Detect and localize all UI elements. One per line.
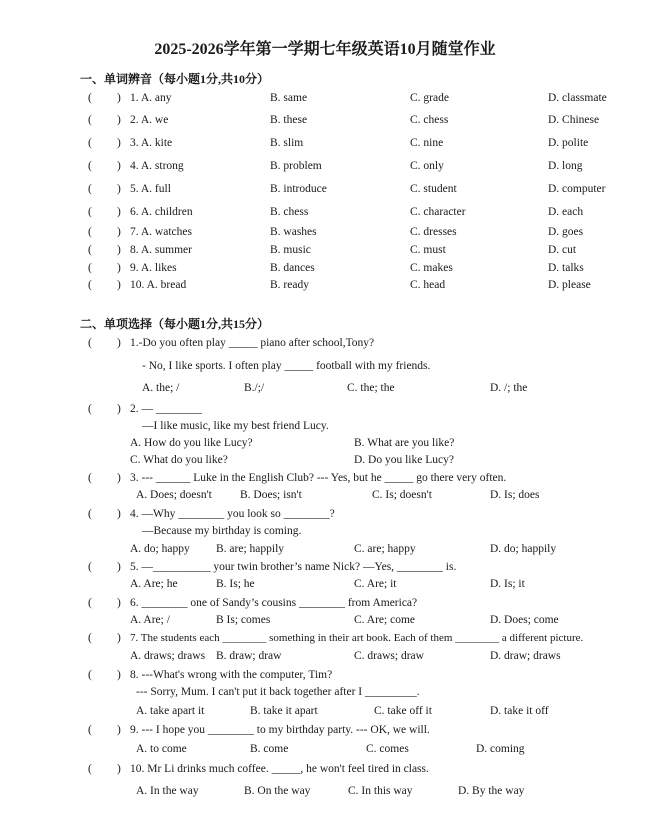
answer-paren-close: ) bbox=[117, 632, 121, 644]
option-c: C. comes bbox=[366, 743, 409, 755]
option-d: D. long bbox=[548, 160, 583, 172]
answer-paren-open: ( bbox=[88, 244, 92, 256]
option-c: C. dresses bbox=[410, 226, 457, 238]
question-7 bbox=[0, 632, 650, 648]
sound-question-row bbox=[0, 183, 650, 199]
question-8-options bbox=[0, 705, 650, 721]
option-a: A. take apart it bbox=[136, 705, 205, 717]
option-b: B. introduce bbox=[270, 183, 327, 195]
question-stem: 4. —Why ________ you look so ________? bbox=[130, 508, 335, 520]
option-c: C. head bbox=[410, 279, 446, 291]
question-5 bbox=[0, 561, 650, 577]
answer-paren-close: ) bbox=[117, 472, 121, 484]
option-c: C. must bbox=[410, 244, 446, 256]
option-d: D. talks bbox=[548, 262, 584, 274]
question-10-options bbox=[0, 785, 650, 801]
answer-paren-close: ) bbox=[117, 92, 121, 104]
option-d: D. classmate bbox=[548, 92, 607, 104]
option-d: D. computer bbox=[548, 183, 606, 195]
option-d: D. each bbox=[548, 206, 584, 218]
answer-paren-close: ) bbox=[117, 262, 121, 274]
answer-paren-open: ( bbox=[88, 508, 92, 520]
option-b: B. same bbox=[270, 92, 308, 104]
option-b: B. problem bbox=[270, 160, 322, 172]
question-4-options bbox=[0, 543, 650, 559]
question-2 bbox=[0, 403, 650, 419]
option-d: D. draw; draws bbox=[490, 650, 561, 662]
question-5-options bbox=[0, 578, 650, 594]
answer-paren-open: ( bbox=[88, 114, 92, 126]
option-d: D. Is; it bbox=[490, 578, 525, 590]
question-stem-line2: - No, I like sports. I often play _____ football with my friends. bbox=[142, 360, 431, 372]
question-4 bbox=[0, 508, 650, 524]
question-4-line2 bbox=[0, 525, 650, 541]
option-b: B. Does; isn't bbox=[240, 489, 302, 501]
option-b: B. On the way bbox=[244, 785, 311, 797]
option-b: B. Is; he bbox=[216, 578, 255, 590]
answer-paren-open: ( bbox=[88, 226, 92, 238]
option-c: C. are; happy bbox=[354, 543, 416, 555]
option-c: C. What do you like? bbox=[130, 454, 228, 466]
option-b: B. ready bbox=[270, 279, 309, 291]
option-a: A. the; / bbox=[142, 382, 180, 394]
question-7-options bbox=[0, 650, 650, 666]
option-c: C. nine bbox=[410, 137, 444, 149]
question-10 bbox=[0, 763, 650, 779]
option-c: C. Are; it bbox=[354, 578, 397, 590]
answer-paren-close: ) bbox=[117, 226, 121, 238]
option-a: 1. A. any bbox=[130, 92, 172, 104]
option-b: B. are; happily bbox=[216, 543, 285, 555]
option-b: B. dances bbox=[270, 262, 315, 274]
question-stem: 3. --- ______ Luke in the English Club? --- Yes, but he _____ go there very often. bbox=[130, 472, 507, 484]
answer-paren-open: ( bbox=[88, 472, 92, 484]
question-stem: 5. —__________ your twin brother’s name Nick? —Yes, ________ is. bbox=[130, 561, 457, 573]
option-b: B. slim bbox=[270, 137, 304, 149]
option-c: C. Are; come bbox=[354, 614, 415, 626]
sound-question-row bbox=[0, 137, 650, 153]
option-b: B./;/ bbox=[244, 382, 265, 394]
option-b: B. take it apart bbox=[250, 705, 318, 717]
question-2-line2 bbox=[0, 420, 650, 436]
answer-paren-close: ) bbox=[117, 508, 121, 520]
option-a: A. Does; doesn't bbox=[136, 489, 212, 501]
option-b: B Is; comes bbox=[216, 614, 271, 626]
option-c: C. grade bbox=[410, 92, 449, 104]
section1-heading: 一、单词辨音（每小题1分,共10分） bbox=[80, 72, 270, 86]
option-a: A. Are; he bbox=[130, 578, 178, 590]
option-d: D. /; the bbox=[490, 382, 528, 394]
sound-question-row bbox=[0, 92, 650, 108]
option-d: D. Do you like Lucy? bbox=[354, 454, 454, 466]
question-6 bbox=[0, 597, 650, 613]
answer-paren-close: ) bbox=[117, 669, 121, 681]
answer-paren-open: ( bbox=[88, 724, 92, 736]
question-2-options-ab bbox=[0, 437, 650, 453]
option-b: B. washes bbox=[270, 226, 317, 238]
question-stem: 7. The students each ________ something in their art book. Each of them ________ a different picture. bbox=[130, 632, 584, 644]
answer-paren-close: ) bbox=[117, 114, 121, 126]
option-a: 9. A. likes bbox=[130, 262, 177, 274]
answer-paren-close: ) bbox=[117, 160, 121, 172]
option-c: C. only bbox=[410, 160, 444, 172]
question-8 bbox=[0, 669, 650, 685]
answer-paren-open: ( bbox=[88, 137, 92, 149]
question-6-options bbox=[0, 614, 650, 630]
answer-paren-close: ) bbox=[117, 137, 121, 149]
option-d: D. Does; come bbox=[490, 614, 559, 626]
option-c: C. draws; draw bbox=[354, 650, 424, 662]
option-b: B. come bbox=[250, 743, 289, 755]
answer-paren-close: ) bbox=[117, 337, 121, 349]
answer-paren-open: ( bbox=[88, 632, 92, 644]
question-1-options bbox=[0, 382, 650, 398]
option-b: B. chess bbox=[270, 206, 309, 218]
option-d: D. goes bbox=[548, 226, 584, 238]
option-d: D. do; happily bbox=[490, 543, 557, 555]
question-stem: 9. --- I hope you ________ to my birthday party. --- OK, we will. bbox=[130, 724, 430, 736]
option-a: 10. A. bread bbox=[130, 279, 187, 291]
answer-paren-close: ) bbox=[117, 279, 121, 291]
option-a: 6. A. children bbox=[130, 206, 193, 218]
question-stem-line2: —Because my birthday is coming. bbox=[142, 525, 302, 537]
answer-paren-open: ( bbox=[88, 561, 92, 573]
answer-paren-open: ( bbox=[88, 183, 92, 195]
option-c: C. the; the bbox=[347, 382, 395, 394]
option-a: 3. A. kite bbox=[130, 137, 173, 149]
option-c: C. student bbox=[410, 183, 457, 195]
answer-paren-close: ) bbox=[117, 206, 121, 218]
question-1 bbox=[0, 337, 650, 353]
option-a: 5. A. full bbox=[130, 183, 171, 195]
answer-paren-close: ) bbox=[117, 597, 121, 609]
option-a: A. In the way bbox=[136, 785, 199, 797]
option-a: 8. A. summer bbox=[130, 244, 192, 256]
answer-paren-open: ( bbox=[88, 262, 92, 274]
option-d: D. take it off bbox=[490, 705, 549, 717]
question-stem: 6. ________ one of Sandy’s cousins ________ from America? bbox=[130, 597, 418, 609]
question-stem: 2. — ________ bbox=[130, 403, 202, 415]
option-a: A. Are; / bbox=[130, 614, 170, 626]
option-d: D. polite bbox=[548, 137, 589, 149]
option-d: D. please bbox=[548, 279, 591, 291]
page-title: 2025-2026学年第一学期七年级英语10月随堂作业 bbox=[154, 41, 496, 58]
question-3-options bbox=[0, 489, 650, 505]
option-b: B. these bbox=[270, 114, 308, 126]
question-3 bbox=[0, 472, 650, 488]
answer-paren-close: ) bbox=[117, 244, 121, 256]
answer-paren-close: ) bbox=[117, 724, 121, 736]
sound-question-row bbox=[0, 262, 650, 278]
answer-paren-open: ( bbox=[88, 763, 92, 775]
option-b: B. What are you like? bbox=[354, 437, 455, 449]
answer-paren-open: ( bbox=[88, 337, 92, 349]
option-c: C. character bbox=[410, 206, 466, 218]
option-a: 2. A. we bbox=[130, 114, 169, 126]
option-a: A. How do you like Lucy? bbox=[130, 437, 253, 449]
option-d: D. coming bbox=[476, 743, 525, 755]
option-a: 4. A. strong bbox=[130, 160, 184, 172]
question-stem: 8. ---What's wrong with the computer, Tim? bbox=[130, 669, 333, 681]
option-d: D. By the way bbox=[458, 785, 525, 797]
answer-paren-close: ) bbox=[117, 763, 121, 775]
sound-question-row bbox=[0, 244, 650, 260]
answer-paren-open: ( bbox=[88, 279, 92, 291]
option-c: C. chess bbox=[410, 114, 449, 126]
answer-paren-open: ( bbox=[88, 669, 92, 681]
option-b: B. draw; draw bbox=[216, 650, 282, 662]
question-stem: 1.-Do you often play _____ piano after school,Tony? bbox=[130, 337, 375, 349]
sound-question-row bbox=[0, 206, 650, 222]
answer-paren-open: ( bbox=[88, 160, 92, 172]
option-a: 7. A. watches bbox=[130, 226, 192, 238]
option-d: D. Is; does bbox=[490, 489, 540, 501]
question-9 bbox=[0, 724, 650, 740]
sound-question-row bbox=[0, 226, 650, 242]
answer-paren-open: ( bbox=[88, 206, 92, 218]
answer-paren-close: ) bbox=[117, 403, 121, 415]
answer-paren-open: ( bbox=[88, 403, 92, 415]
option-c: C. take off it bbox=[374, 705, 432, 717]
answer-paren-open: ( bbox=[88, 597, 92, 609]
option-c: C. In this way bbox=[348, 785, 413, 797]
option-a: A. to come bbox=[136, 743, 187, 755]
option-b: B. music bbox=[270, 244, 311, 256]
option-a: A. do; happy bbox=[130, 543, 190, 555]
question-stem: 10. Mr Li drinks much coffee. _____, he won't feel tired in class. bbox=[130, 763, 429, 775]
question-1-line2 bbox=[0, 360, 650, 376]
option-d: D. cut bbox=[548, 244, 577, 256]
sound-question-row bbox=[0, 279, 650, 295]
option-c: C. Is; doesn't bbox=[372, 489, 432, 501]
answer-paren-close: ) bbox=[117, 183, 121, 195]
question-stem-line2: --- Sorry, Mum. I can't put it back together after I _________. bbox=[136, 686, 420, 698]
answer-paren-close: ) bbox=[117, 561, 121, 573]
option-a: A. draws; draws bbox=[130, 650, 206, 662]
answer-paren-open: ( bbox=[88, 92, 92, 104]
option-d: D. Chinese bbox=[548, 114, 600, 126]
question-2-options-cd bbox=[0, 454, 650, 470]
question-stem-line2: —I like music, like my best friend Lucy. bbox=[142, 420, 329, 432]
section2-heading: 二、单项选择（每小题1分,共15分） bbox=[80, 317, 270, 331]
question-9-options bbox=[0, 743, 650, 759]
option-c: C. makes bbox=[410, 262, 453, 274]
sound-question-row bbox=[0, 160, 650, 176]
sound-question-row bbox=[0, 114, 650, 130]
question-8-line2 bbox=[0, 686, 650, 702]
